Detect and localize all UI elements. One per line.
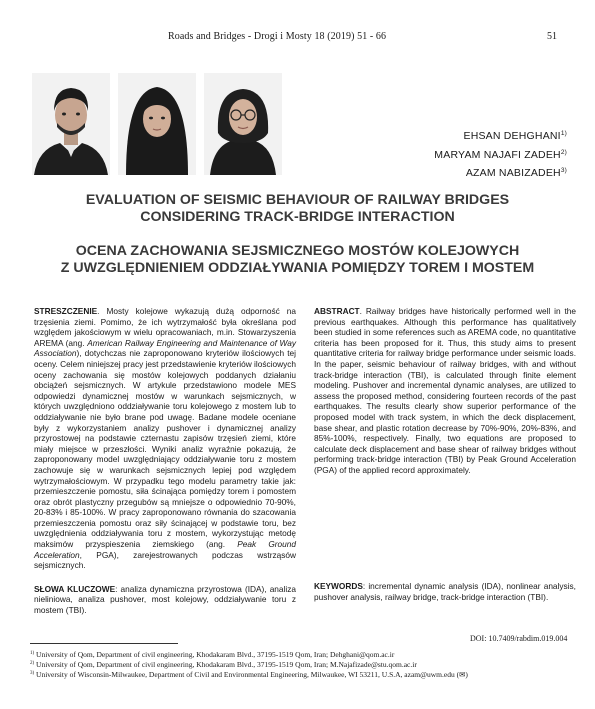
author-3: AZAM NABIZADEH$^{3)}$ (465, 167, 567, 179)
author-photo-2 (118, 73, 196, 175)
footnote-1: $^{1)}$ University of Qom, Department of civil engineering, Khodakaram Blvd., 37195-1519 Qom, Iran; Dehghani@qom.ac.ir (30, 650, 395, 659)
slowa-kluczowe-paragraph: SŁOWA KLUCZOWE: analiza dynamiczna przyrostowa (IDA), analiza nieliniowa, analiza pushover, most kolejowy, oddziaływanie toru z mostem (TBI). (34, 583, 296, 616)
polish-abstract-column (34, 306, 296, 616)
streszczenie-paragraph: STRESZCZENIE. Mosty kolejowe wykazują dużą odporność na trzęsienia ziemi. Pomimo, że ich wytrzymałość była określana pod względem jakościowym w wielu opracowaniach, m.in. Stowarzyszenia AREMA (ang. American Railway Engineering and Maintenance of Way Association), dotychczas nie zaproponowano kryteriów ilościowych tej oceny. Celem niniejszej pracy jest przedstawienie kryteriów ilościowych oceny zachowania się mostów kolejowych poddanych działaniu obciążeń sejsmicznych. W artykule przedstawiono modele MES odpowiedzi dynamicznej mostów w warunkach sejsmicznych, w których uwzględniono oddziaływanie toru kolejowego z mostem lub to oddziaływanie nie było brane pod uwagę. Badane modele oceniane były z wykorzystaniem analizy pushover i dynamicznej analizy przyrostowej na podstawie czternastu zapisów trzęsień ziemi, które miały miejsce w przeszłości. Wyniki analiz wyraźnie pokazują, że zaproponowany model uwzględniający oddziaływanie toru z mostem zachowuje się w warunkach sejsmicznych lepiej pod względem wytrzymałościowym. W przypadku tego modelu parametry takie jak: przemieszczenie pomostu, siła ścinająca pomiędzy torem i pomostem oraz obrót plastyczny przegubów są mniejsze o odpowiednio 70-90%, 20-83% i 85-100%. W pracy zaproponowano równania do szacowania przemieszczenia pomostu oraz siły ścinającej w podstawie toru, bez uwzględnienia oddziaływania toru z mostem, wykorzystując metodę maksimów przyspieszenia ziemskiego (ang. Peak Ground Acceleration, PGA), zarejestrowanych podczas wstrząsów sejsmicznych. (34, 306, 296, 571)
abstract-paragraph: ABSTRACT. Railway bridges have historically performed well in the previous earthquakes. Although this performance has qualitatively been studied in some references such as AREMA code, no quantitative criteria has been proposed for it. Thus, this study aims to present quantitative criteria for railway bridge performance under seismic loads. In the paper, seismic behaviour of railway bridges, with and without track-bridge interaction (TBI), is calculated through finite element modeling. Pushover and incremental dynamic analyses, are utilized to assess the proposed method, considering fourteen records of the past earthquakes. The results clearly show superior performance of the proposed model with track system, in which the deck displacement, base shear, and plastic rotation decrease by 70%-90%, 20%-83%, and 85%-100%, respectively. Finally, two equations are proposed to calculate deck displacement and base shear of railway bridges without performing track-bridge interaction (TBI) by Peak Ground Acceleration (PGA) of the applied record approximately. (314, 306, 576, 475)
author-list (434, 126, 567, 182)
footnote-2: $^{2)}$ University of Qom, Department of civil engineering, Khodakaram Blvd., 37195-1519 Qom, Iran; M.Najafizade@stu.qom.ac.ir (30, 660, 417, 669)
running-header (0, 31, 595, 45)
doi: DOI: 10.7409/rabdim.019.004 (470, 634, 568, 643)
journal-title: Roads and Bridges - Drogi i Mosty 18 (2019) 51 - 66 (168, 31, 387, 42)
author-photo-3 (204, 73, 282, 175)
title-english: EVALUATION OF SEISMIC BEHAVIOUR OF RAILWAY BRIDGES CONSIDERING TRACK-BRIDGE INTERACTION (85, 192, 510, 225)
author-2: MARYAM NAJAFI ZADEH$^{2)}$ (434, 148, 567, 161)
footnote-3: $^{3)}$ University of Wisconsin-Milwaukee, Department of Civil and Environmental Engineering, Milwaukee, WI 53211, U.S.A, azam@uwm.edu (✉) (30, 670, 468, 679)
author-photo-1 (32, 73, 110, 175)
author-1: EHSAN DEHGHANI$^{1)}$ (463, 130, 567, 142)
title-polish: OCENA ZACHOWANIA SEJSMICZNEGO MOSTÓW KOLEJOWYCH Z UWZGLĘDNIENIEM ODDZIAŁYWANIA POMIĘDZY TOREM I MOSTEM (60, 243, 535, 276)
english-abstract-column (314, 306, 576, 602)
keywords-paragraph: KEYWORDS: incremental dynamic analysis (IDA), nonlinear analysis, pushover analysis, railway bridge, track-bridge interaction (TBI). (314, 581, 576, 602)
page-number: 51 (547, 31, 557, 42)
footnote-divider (30, 643, 178, 644)
